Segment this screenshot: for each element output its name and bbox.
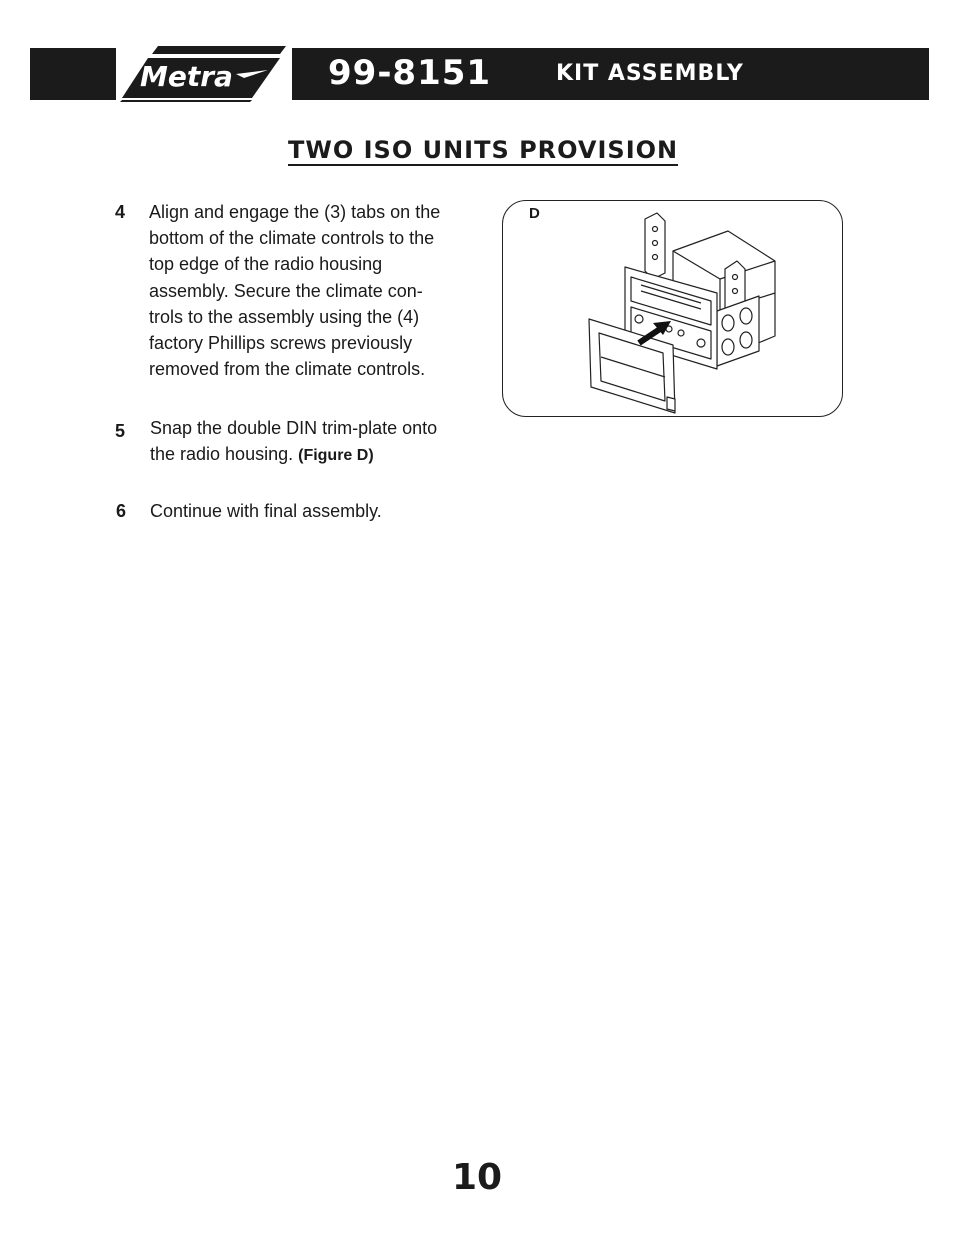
header-title: KIT ASSEMBLY — [556, 61, 744, 86]
step-number: 4 — [115, 202, 126, 222]
step-text — [149, 199, 469, 382]
assembly-illustration — [503, 201, 844, 418]
step-line: Continue with final assembly. — [150, 501, 382, 521]
step-line: assembly. Secure the climate con- — [149, 280, 423, 301]
model-number: 99-8151 — [328, 53, 492, 93]
step-line: bottom of the climate controls to the — [149, 228, 435, 249]
step-line: Snap the double DIN trim-plate onto — [150, 418, 438, 438]
step-line: the radio housing. (Figure D) — [150, 444, 374, 465]
step-line: factory Phillips screws previously — [149, 333, 413, 354]
step-text — [150, 498, 470, 524]
step-number: 6 — [116, 501, 127, 521]
step-line: removed from the climate controls. — [149, 359, 426, 380]
figure-label: D — [529, 205, 540, 222]
page-number: 10 — [451, 1157, 503, 1198]
header-left-block — [30, 48, 116, 100]
figure-d — [502, 200, 843, 417]
step-number: 5 — [115, 421, 126, 441]
step-line: top edge of the radio housing — [149, 254, 383, 275]
section-title: TWO ISO UNITS PROVISION — [288, 136, 679, 164]
logo-wordmark: Metra — [140, 60, 233, 93]
step-line: trols to the assembly using the (4) — [149, 306, 420, 327]
metra-logo — [118, 44, 286, 102]
header-bar — [292, 48, 929, 100]
step-text — [150, 415, 480, 469]
figure-reference: (Figure D) — [298, 447, 374, 465]
step-line: Align and engage the (3) tabs on the — [149, 202, 441, 222]
